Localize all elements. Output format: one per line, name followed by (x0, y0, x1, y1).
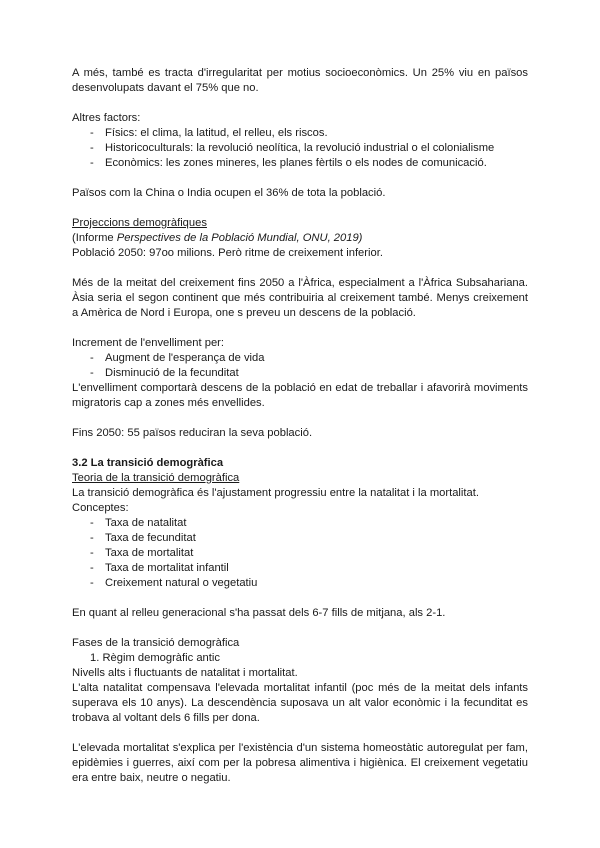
factors-title: Altres factors: (72, 112, 141, 124)
list-item: - Taxa de fecunditat (72, 531, 528, 546)
list-item: - Taxa de natalitat (72, 516, 528, 531)
paragraph-relleu: En quant al relleu generacional s'ha passat dels 6-7 fills de mitjana, als 2-1. (72, 607, 446, 619)
list-item: - Físics: el clima, la latitud, el relleu, els riscos. (72, 126, 528, 141)
phases-list (72, 651, 528, 666)
list-item: - Creixement natural o vegetatiu (72, 576, 528, 591)
aging-text: L'envelliment comportarà descens de la població en edat de treballar i afavorirà moviments migratoris cap a zones més envellides. (72, 382, 528, 409)
factors-list (72, 126, 528, 171)
source-prefix: (Informe (72, 232, 117, 244)
list-item: - Econòmics: les zones mineres, les planes fèrtils o els nodes de comunicació. (72, 156, 528, 171)
list-item: - Disminució de la fecunditat (72, 366, 528, 381)
paragraph-socioeconomic: A més, també es tracta d'irregularitat per motius socioeconòmics. Un 25% viu en països desenvolupats davant el 75% que no. (72, 67, 528, 94)
concepts-label: Conceptes: (72, 502, 129, 514)
section-heading: 3.2 La transició demogràfica (72, 457, 224, 469)
phases-title: Fases de la transició demogràfica (72, 637, 240, 649)
projections-source (72, 231, 528, 246)
list-item: - Historicoculturals: la revolució neolítica, la revolució industrial o el colonialisme (72, 141, 528, 156)
paragraph-growth: Més de la meitat del creixement fins 2050 a l'Àfrica, especialment a l'Àfrica Subsahariana. Àsia seria el segon continent que més contribuiria al creixement també. Menys creixement a Amèrica de Nord i Europa, one s preveu un descens de la població. (72, 277, 528, 319)
paragraph-china-india: Països com la China o India ocupen el 36% de tota la població. (72, 187, 386, 199)
list-item: - Taxa de mortalitat infantil (72, 561, 528, 576)
phase1-line: Nivells alts i fluctuants de natalitat i mortalitat. (72, 667, 298, 679)
section-intro: La transició demogràfica és l'ajustament progressiu entre la natalitat i la mortalitat. (72, 487, 479, 499)
list-item: 1. Règim demogràfic antic (90, 652, 220, 664)
aging-list (72, 351, 528, 381)
phase1-paragraph: L'alta natalitat compensava l'elevada mortalitat infantil (poc més de la meitat dels infants superava els 10 anys). La descendència suposava un alt valor econòmic i la fecunditat es trobava al voltant dels 6 fills per dona. (72, 682, 528, 724)
projections-line: Població 2050: 97oo milions. Però ritme de creixement inferior. (72, 247, 383, 259)
concepts-list (72, 516, 528, 591)
phase1-paragraph-2: L'elevada mortalitat s'explica per l'existència d'un sistema homeostàtic autoregulat per fam, epidèmies i guerres, així com per la pobresa alimentiva i higiènica. El creixement vegetatiu era entre baix, neutre o negatiu. (72, 742, 528, 784)
list-item: - Taxa de mortalitat (72, 546, 528, 561)
document-page (72, 66, 528, 786)
source-title: Perspectives de la Població Mundial, ONU, 2019) (116, 232, 363, 244)
section-subheading: Teoria de la transició demogràfica (72, 472, 240, 484)
paragraph-2050: Fins 2050: 55 països reduciran la seva població. (72, 427, 313, 439)
list-item: - Augment de l'esperança de vida (72, 351, 528, 366)
projections-title: Projeccions demogràfiques (72, 217, 207, 229)
aging-title: Increment de l'envelliment per: (72, 337, 224, 349)
